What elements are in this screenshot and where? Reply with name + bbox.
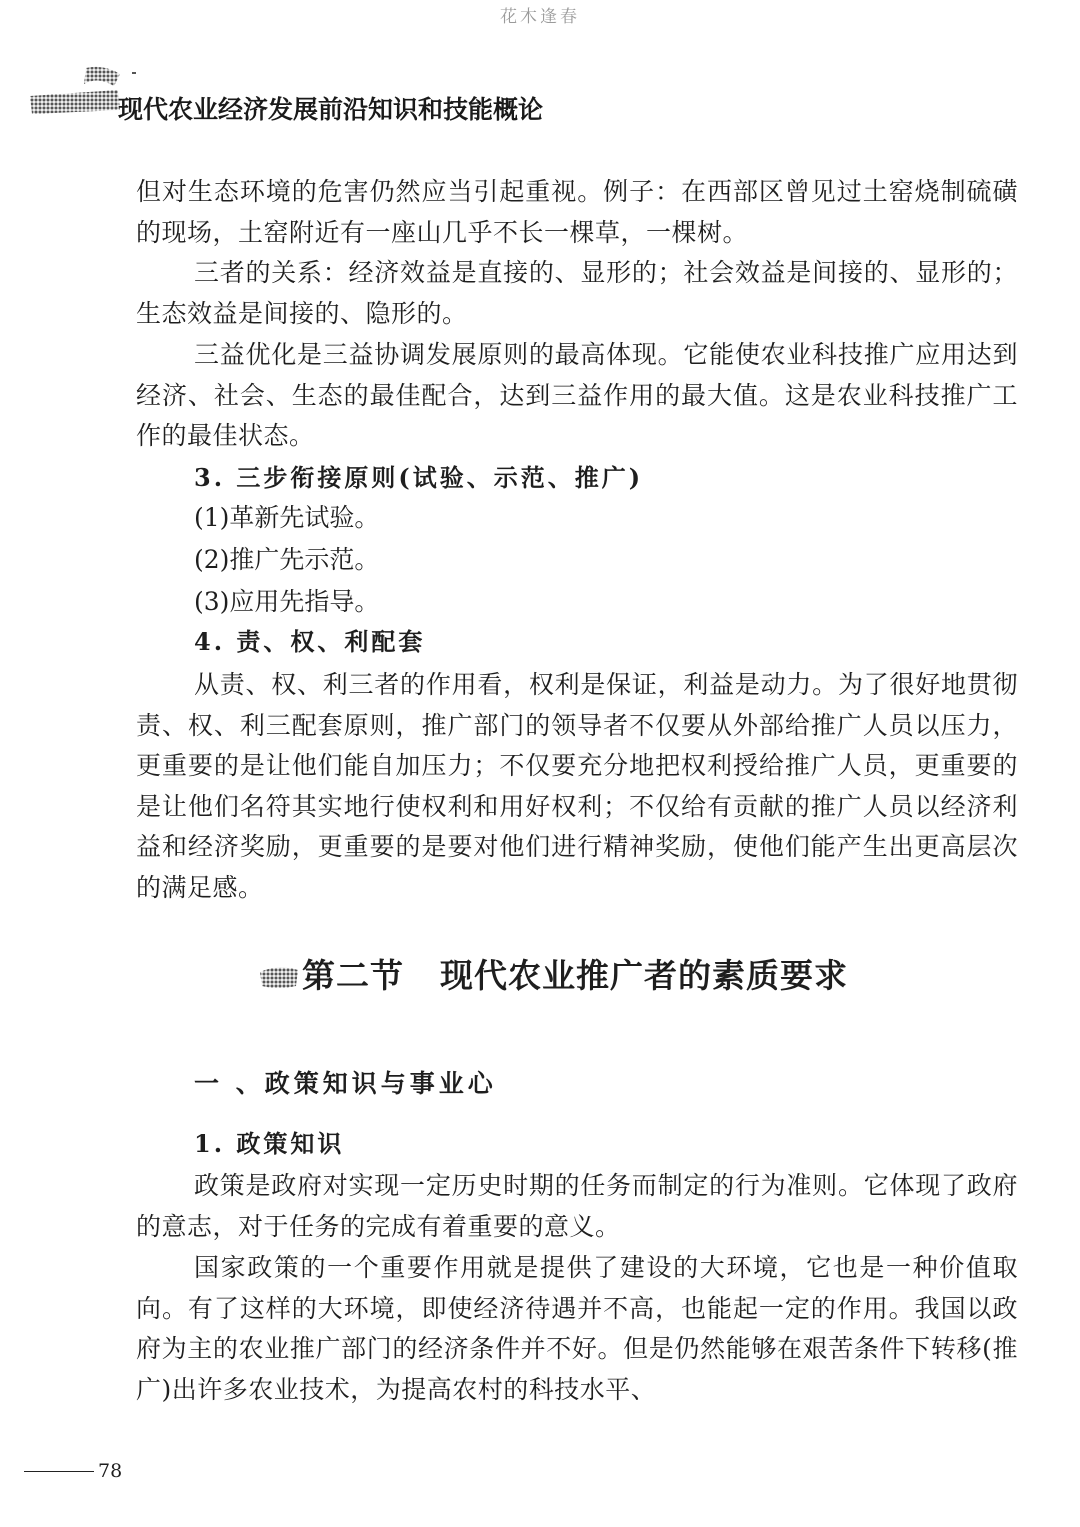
paragraph: 国家政策的一个重要作用就是提供了建设的大环境，它也是一种价值取向。有了这样的大环境，即使经济待遇并不高，也能起一定的作用。我国以政府为主的农业推广部门的经济条件并不好。但是仍然能够在艰苦条件下转移(推广)出许多农业技术，为提高农村的科技水平、 xyxy=(136,1253,1018,1404)
paragraph: 三者的关系：经济效益是直接的、显形的；社会效益是间接的、显形的；生态效益是间接的、隐形的。 xyxy=(136,258,1018,328)
list-item: (3)应用先指导。 xyxy=(194,587,380,616)
running-header xyxy=(20,62,640,132)
footer-rule xyxy=(24,1471,94,1472)
list-item: (1)革新先试验。 xyxy=(194,503,380,532)
page-number: 78 xyxy=(98,1460,123,1482)
paragraph: 从责、权、利三者的作用看，权利是保证，利益是动力。为了很好地贯彻责、权、利三配套原则，推广部门的领导者不仅要从外部给推广人员以压力，更重要的是让他们能自加压力；不仅要充分地把权利授给推广人员，更重要的是让他们名符其实地行使权利和用好权利；不仅给有贡献的推广人员以经济利益和经济奖励，更重要的是要对他们进行精神奖励，使他们能产生出更高层次的满足感。 xyxy=(136,670,1018,902)
subheading: 3. 三步衔接原则(试验、示范、推广) xyxy=(194,463,644,492)
list-item: (2)推广先示范。 xyxy=(194,545,380,574)
paragraph: 三益优化是三益协调发展原则的最高体现。它能使农业科技推广应用达到经济、社会、生态的最佳配合，达到三益作用的最大值。这是农业科技推广工作的最佳状态。 xyxy=(136,340,1018,450)
section-number: 第二节 xyxy=(302,956,404,995)
paragraph: 政策是政府对实现一定历史时期的任务而制定的行为准则。它体现了政府的意志，对于任务的完成有着重要的意义。 xyxy=(136,1171,1018,1241)
subheading: 4. 责、权、利配套 xyxy=(194,627,426,656)
subheading: 1. 政策知识 xyxy=(194,1129,345,1158)
section-title: 现代农业推广者的素质要求 xyxy=(440,956,848,995)
section-logo xyxy=(258,964,300,990)
section-heading xyxy=(258,950,918,1004)
paragraph: 但对生态环境的危害仍然应当引起重视。例子：在西部区曾见过土窑烧制硫磺的现场，土窑附近有一座山几乎不长一棵草，一棵树。 xyxy=(136,177,1018,247)
book-title: 现代农业经济发展前沿知识和技能概论 xyxy=(118,95,544,124)
watermark: 花木逢春 xyxy=(500,7,580,27)
level1-heading: 一 、政策知识与事业心 xyxy=(194,1069,497,1098)
